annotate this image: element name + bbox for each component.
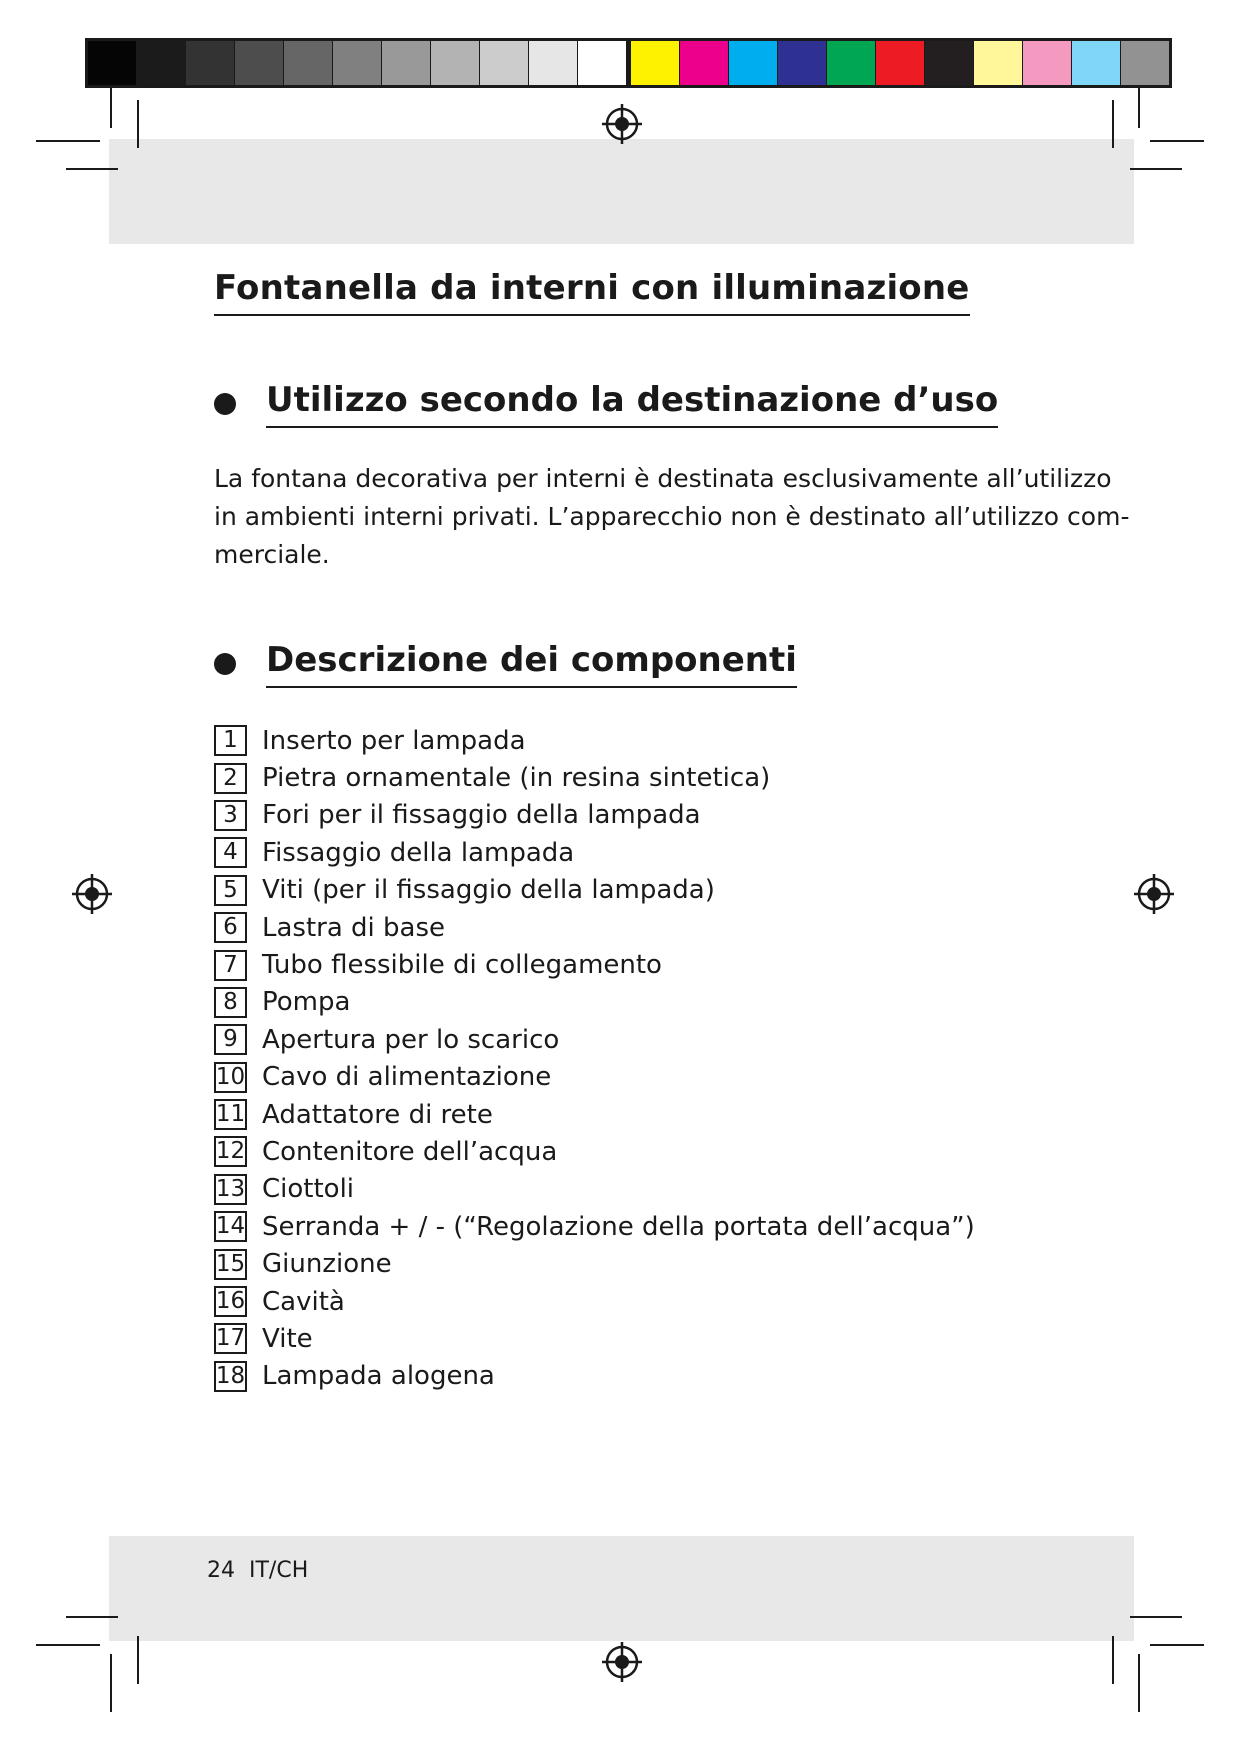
list-item xyxy=(214,1171,975,1208)
item-number: 17 xyxy=(214,1323,247,1354)
item-number: 12 xyxy=(214,1136,247,1167)
section-heading-components xyxy=(214,640,797,688)
color-swatch xyxy=(729,41,778,85)
list-item xyxy=(214,909,975,946)
section-title: Utilizzo secondo la destinazione d’uso xyxy=(266,380,998,428)
page-footer xyxy=(207,1558,308,1583)
item-number: 2 xyxy=(214,763,247,794)
item-label: Lampada alogena xyxy=(262,1361,495,1392)
registration-mark-icon xyxy=(602,1642,642,1682)
paragraph-line: in ambienti interni privati. L’apparecchio non è destinato all’utilizzo com- xyxy=(214,502,1130,531)
crop-mark xyxy=(1112,100,1114,148)
crop-mark xyxy=(1138,1654,1140,1712)
item-number: 5 xyxy=(214,875,247,906)
item-label: Adattatore di rete xyxy=(262,1099,493,1130)
item-number: 6 xyxy=(214,912,247,943)
list-item xyxy=(214,722,975,759)
bullet-icon xyxy=(214,393,236,415)
crop-mark xyxy=(1130,168,1182,170)
color-swatch xyxy=(480,41,529,85)
registration-mark-icon xyxy=(1134,874,1174,914)
color-swatch xyxy=(578,41,626,85)
item-number: 1 xyxy=(214,725,247,756)
item-number: 13 xyxy=(214,1174,247,1205)
list-item xyxy=(214,797,975,834)
crop-mark xyxy=(110,88,112,128)
item-label: Lastra di base xyxy=(262,912,446,943)
item-number: 4 xyxy=(214,837,247,868)
crop-mark xyxy=(137,100,139,148)
item-number: 18 xyxy=(214,1361,247,1392)
list-item xyxy=(214,759,975,796)
color-swatch xyxy=(88,41,137,85)
item-number: 10 xyxy=(214,1062,247,1093)
item-number: 11 xyxy=(214,1099,247,1130)
item-number: 7 xyxy=(214,950,247,981)
paragraph-line: La fontana decorativa per interni è destinata esclusivamente all’utilizzo xyxy=(214,464,1112,493)
color-swatch xyxy=(382,41,431,85)
intended-use-paragraph xyxy=(214,460,1130,574)
registration-mark-icon xyxy=(72,874,112,914)
list-item xyxy=(214,1358,975,1395)
color-swatch xyxy=(631,41,680,85)
color-swatch xyxy=(186,41,235,85)
list-item xyxy=(214,1133,975,1170)
item-number: 15 xyxy=(214,1249,247,1280)
grayscale-calibration-bar xyxy=(85,38,629,88)
item-number: 3 xyxy=(214,800,247,831)
header-band xyxy=(109,139,1134,244)
components-list xyxy=(214,722,975,1395)
item-number: 8 xyxy=(214,987,247,1018)
color-swatch xyxy=(333,41,382,85)
color-swatch xyxy=(876,41,925,85)
color-swatch xyxy=(778,41,827,85)
color-calibration-bar xyxy=(628,38,1172,88)
item-label: Giunzione xyxy=(262,1249,392,1280)
color-swatch xyxy=(529,41,578,85)
color-swatch xyxy=(137,41,186,85)
item-label: Cavo di alimentazione xyxy=(262,1062,552,1093)
item-label: Pietra ornamentale (in resina sintetica) xyxy=(262,763,771,794)
item-number: 14 xyxy=(214,1211,247,1242)
list-item xyxy=(214,1059,975,1096)
crop-mark xyxy=(1150,140,1204,142)
page-title: Fontanella da interni con illuminazione xyxy=(214,268,970,316)
color-swatch xyxy=(1072,41,1121,85)
color-swatch xyxy=(925,41,974,85)
color-swatch xyxy=(974,41,1023,85)
locale-code: IT/CH xyxy=(249,1558,309,1583)
list-item xyxy=(214,984,975,1021)
item-label: Pompa xyxy=(262,987,351,1018)
crop-mark xyxy=(1138,88,1140,128)
footer-band xyxy=(109,1536,1134,1641)
section-title: Descrizione dei componenti xyxy=(266,640,797,688)
crop-mark xyxy=(1150,1644,1204,1646)
item-label: Inserto per lampada xyxy=(262,725,526,756)
list-item xyxy=(214,946,975,983)
list-item xyxy=(214,1208,975,1245)
color-swatch xyxy=(1023,41,1072,85)
paragraph-line: merciale. xyxy=(214,540,330,569)
list-item xyxy=(214,1021,975,1058)
item-label: Ciottoli xyxy=(262,1174,355,1205)
crop-mark xyxy=(36,1644,100,1646)
bullet-icon xyxy=(214,653,236,675)
color-swatch xyxy=(827,41,876,85)
item-label: Fissaggio della lampada xyxy=(262,837,575,868)
color-swatch xyxy=(431,41,480,85)
list-item xyxy=(214,1096,975,1133)
list-item xyxy=(214,1320,975,1357)
color-swatch xyxy=(680,41,729,85)
crop-mark xyxy=(66,168,118,170)
list-item xyxy=(214,834,975,871)
crop-mark xyxy=(36,140,100,142)
item-label: Serranda + / - (“Regolazione della portata dell’acqua”) xyxy=(262,1211,975,1242)
crop-mark xyxy=(137,1636,139,1684)
crop-mark xyxy=(1130,1616,1182,1618)
color-swatch xyxy=(284,41,333,85)
list-item xyxy=(214,872,975,909)
crop-mark xyxy=(110,1654,112,1712)
color-swatch xyxy=(235,41,284,85)
registration-mark-icon xyxy=(602,104,642,144)
item-label: Vite xyxy=(262,1323,313,1354)
item-label: Fori per il fissaggio della lampada xyxy=(262,800,701,831)
crop-mark xyxy=(1112,1636,1114,1684)
crop-mark xyxy=(66,1616,118,1618)
section-heading-intended-use xyxy=(214,380,998,428)
item-label: Cavità xyxy=(262,1286,345,1317)
color-swatch xyxy=(1121,41,1169,85)
item-number: 16 xyxy=(214,1286,247,1317)
list-item xyxy=(214,1283,975,1320)
list-item xyxy=(214,1245,975,1282)
item-label: Apertura per lo scarico xyxy=(262,1024,560,1055)
item-number: 9 xyxy=(214,1024,247,1055)
page-number: 24 xyxy=(207,1558,235,1583)
item-label: Tubo flessibile di collegamento xyxy=(262,950,662,981)
item-label: Viti (per il fissaggio della lampada) xyxy=(262,875,715,906)
item-label: Contenitore dell’acqua xyxy=(262,1136,558,1167)
